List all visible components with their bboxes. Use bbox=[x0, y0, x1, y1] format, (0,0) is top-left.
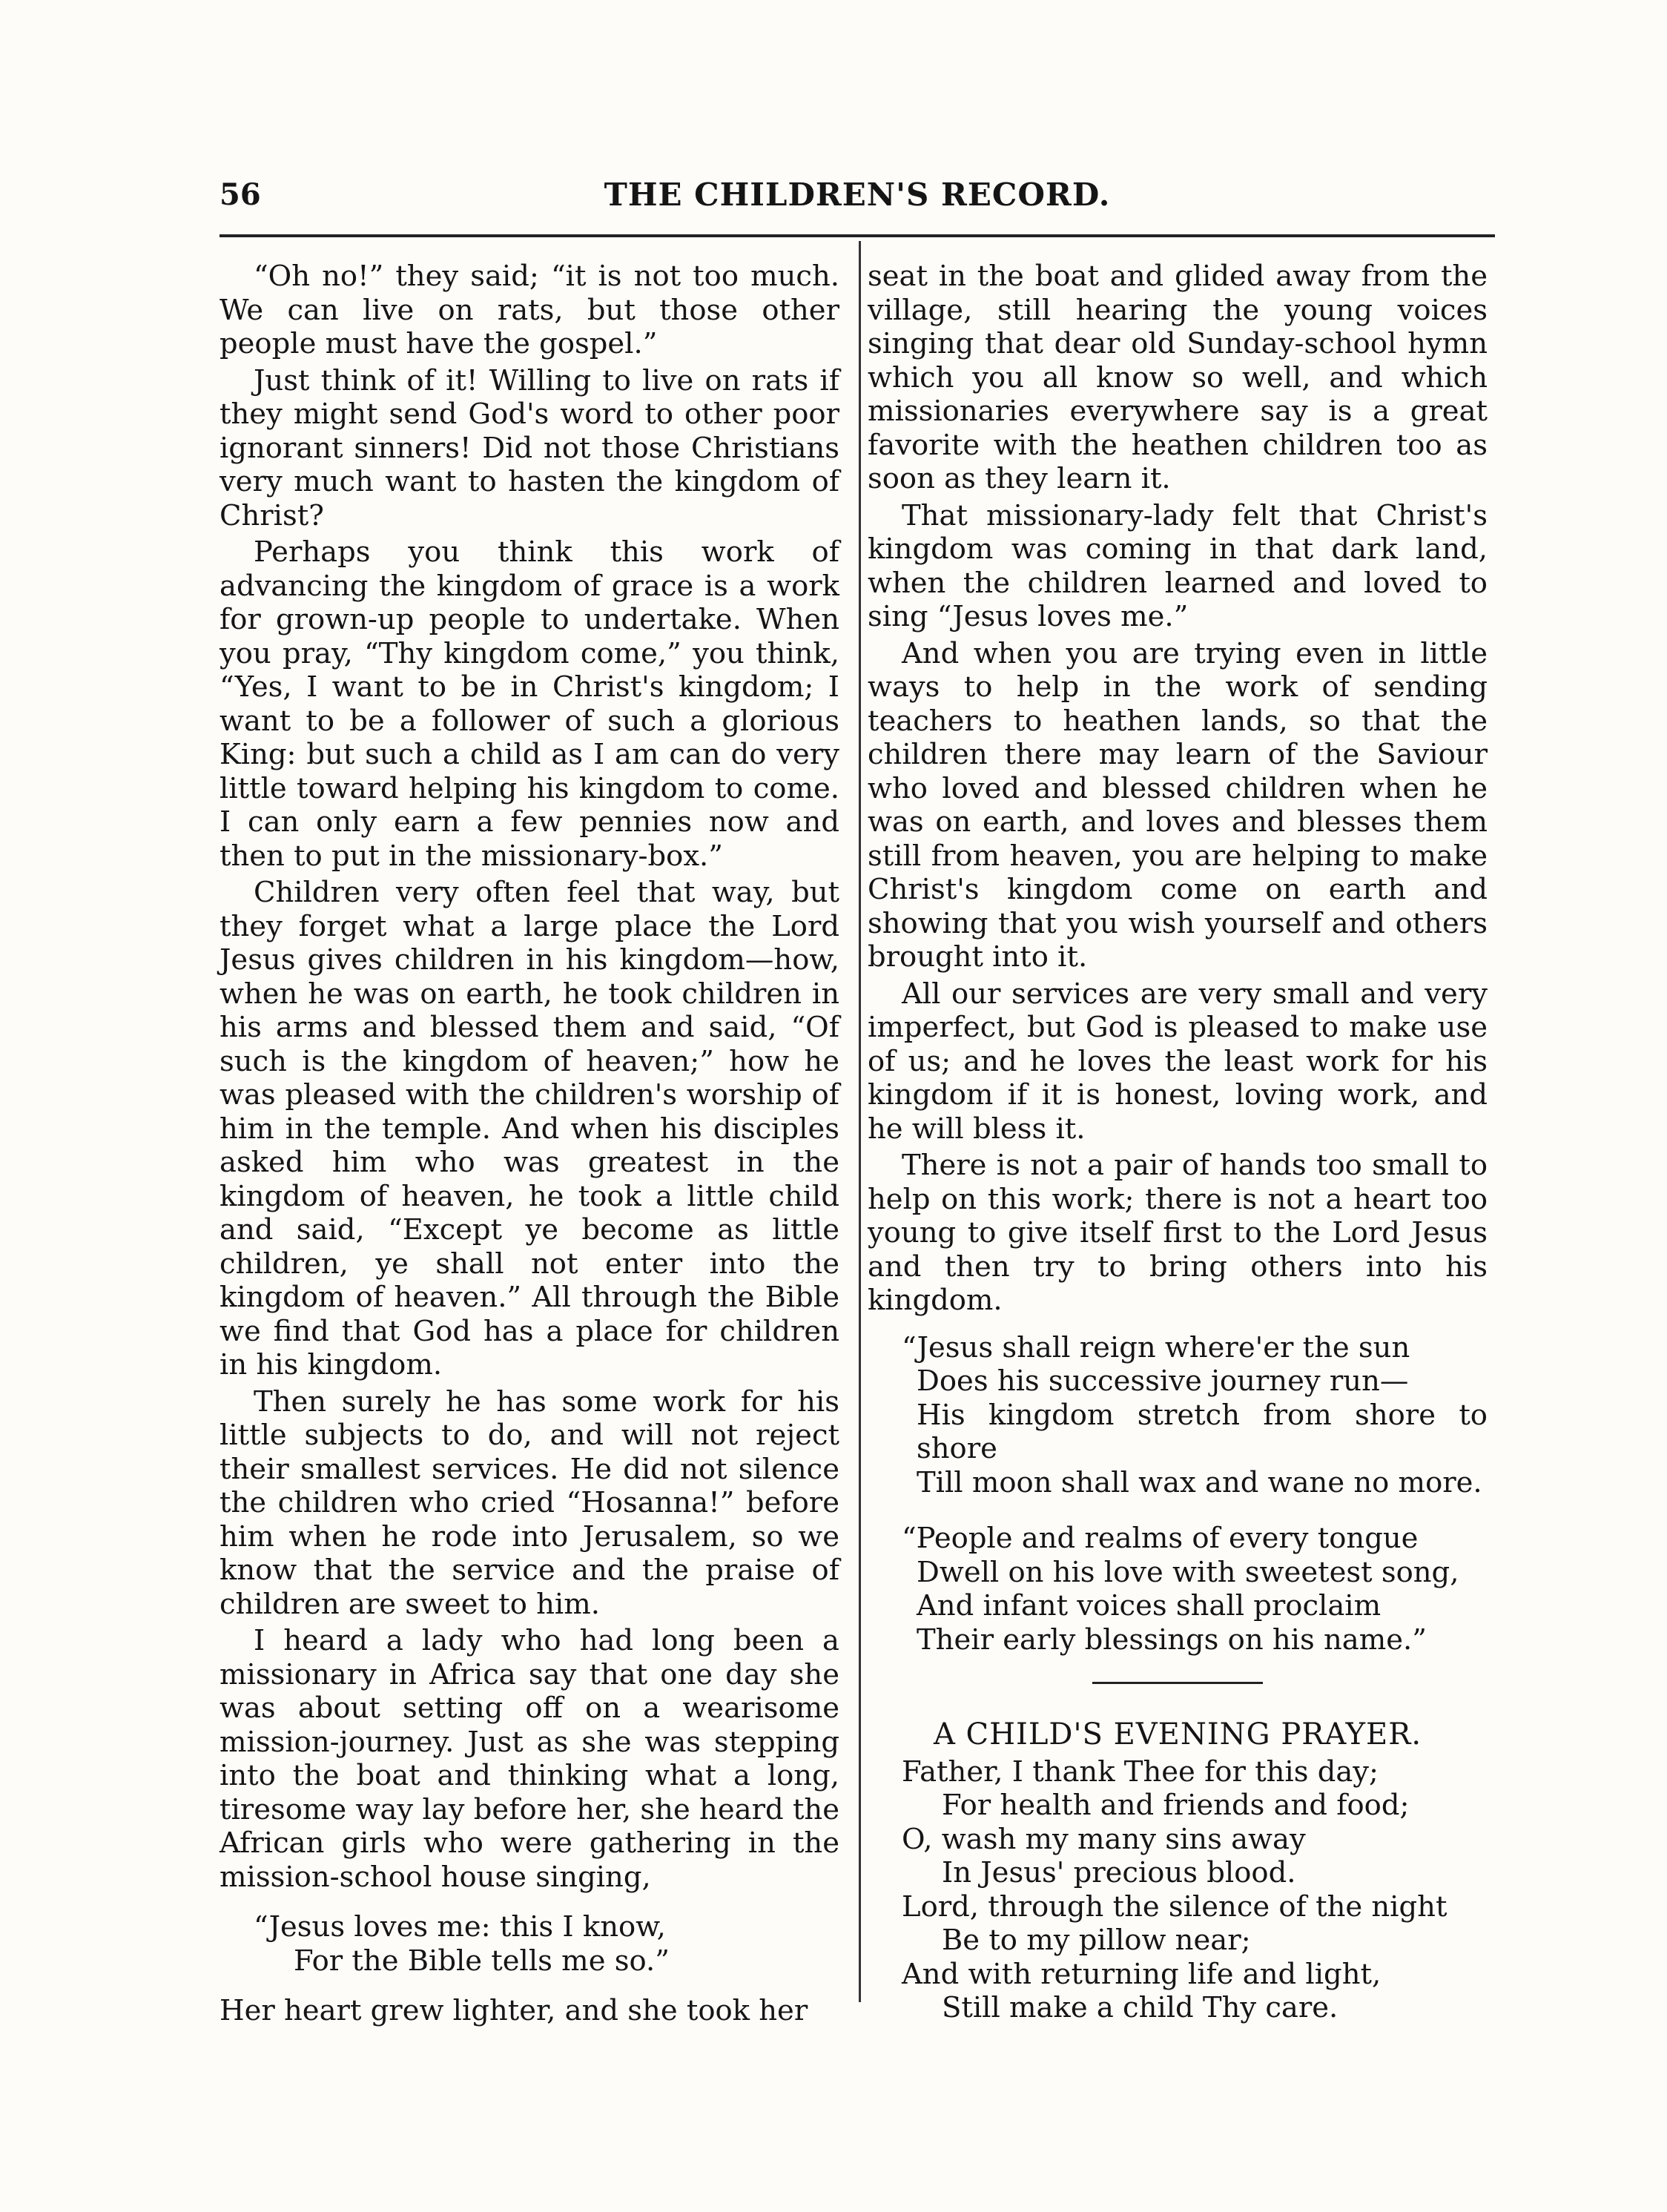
verse-line: For health and friends and food; bbox=[942, 1789, 1410, 1822]
paragraph: Just think of it! Willing to live on rats if they might send God's word to other poor ignorant sinners! Did not those Christians very much want to hasten the kingdom of Christ? bbox=[219, 363, 839, 532]
paragraph: Then surely he has some work for his little subjects to do, and will not reject their smallest services. He did not silence the children who cried “Hosanna!” before him when he rode into Jerusalem, so we know that the service and the praise of children are sweet to him. bbox=[219, 1384, 839, 1621]
section-rule bbox=[1092, 1682, 1263, 1684]
page-number: 56 bbox=[219, 177, 261, 212]
verse-line: “People and realms of every tongue bbox=[902, 1522, 1419, 1555]
verse-line: “Jesus loves me: this I know, bbox=[254, 1910, 666, 1944]
verse-line: Father, I thank Thee for this day; bbox=[902, 1754, 1379, 1789]
hymn-quote bbox=[219, 1910, 839, 1978]
verse-line: “Jesus shall reign where'er the sun bbox=[902, 1330, 1410, 1364]
verse-line: His kingdom stretch from shore to shore bbox=[917, 1398, 1488, 1465]
paragraph: “Oh no!” they said; “it is not too much. We can live on rats, but those other people must have the gospel.” bbox=[219, 260, 839, 360]
verse-line: Does his successive journey run— bbox=[917, 1364, 1409, 1398]
verse-line: Till moon shall wax and wane no more. bbox=[917, 1465, 1482, 1499]
hymn-stanza-1 bbox=[868, 1331, 1488, 1500]
verse-line: O, wash my many sins away bbox=[902, 1822, 1306, 1856]
verse-line: Still make a child Thy care. bbox=[942, 1991, 1338, 2024]
verse-line: And infant voices shall proclaim bbox=[917, 1589, 1382, 1622]
verse-line: Lord, through the silence of the night bbox=[902, 1889, 1448, 1924]
verse-line: Dwell on his love with sweetest song, bbox=[917, 1555, 1459, 1589]
verse-line: Their early blessings on his name.” bbox=[917, 1622, 1427, 1657]
hymn-stanza-2 bbox=[868, 1522, 1488, 1657]
header-rule bbox=[219, 234, 1495, 237]
running-title: THE CHILDREN'S RECORD. bbox=[604, 176, 1111, 213]
verse-line: In Jesus' precious blood. bbox=[942, 1856, 1296, 1889]
paragraph: seat in the boat and glided away from the village, still hearing the young voices singing that dear old Sunday-school hymn which you all know so well, and which missionaries everywhere say is a great favorite with the heathen children too as soon as they learn it. bbox=[868, 260, 1488, 495]
verse-line: Be to my pillow near; bbox=[942, 1924, 1251, 1957]
paragraph: Perhaps you think this work of advancing the kingdom of grace is a work for grown-up people to undertake. When you pray, “Thy kingdom come,” you think, “Yes, I want to be in Christ's kingdom; I want to be a follower of such a glorious King: but such a child as I am can do very little toward helping his kingdom to come. I can only earn a few pennies now and then to put in the missionary-box.” bbox=[219, 535, 839, 873]
paragraph: Her heart grew lighter, and she took her bbox=[219, 1994, 808, 2027]
column-divider bbox=[859, 241, 861, 2002]
right-column bbox=[868, 260, 1488, 2025]
paragraph: And when you are trying even in little ways to help in the work of sending teachers to heathen lands, so that the children there may learn of the Saviour who loved and blessed children when he was on earth, and loves and blesses them still from heaven, you are helping to make Christ's kingdom come on earth and showing that you wish yourself and others brought into it. bbox=[868, 636, 1488, 974]
prayer-poem bbox=[868, 1755, 1488, 2025]
left-column bbox=[219, 260, 839, 2028]
paragraph: All our services are very small and very imperfect, but God is pleased to make use of us; and he loves the least work for his kingdom if it is honest, loving work, and he will bless it. bbox=[868, 977, 1488, 1146]
paragraph: There is not a pair of hands too small to help on this work; there is not a heart too young to give itself first to the Lord Jesus and then try to bring others into his kingdom. bbox=[868, 1149, 1488, 1317]
paragraph: I heard a lady who had long been a missionary in Africa say that one day she was about setting off on a wearisome mission-journey. Just as she was stepping into the boat and thinking what a long, tiresome way lay before her, she heard the African girls who were gathering in the mission-school house singing, bbox=[219, 1624, 839, 1894]
paragraph: Children very often feel that way, but they forget what a large place the Lord Jesus gives children in his kingdom—how, when he was on earth, he took children in his arms and blessed them and said, “Of such is the kingdom of heaven;” how he was pleased with the children's worship of him in the temple. And when his disciples asked him who was greatest in the kingdom of heaven, he took a little child and said, “Except ye become as little children, ye shall not enter into the kingdom of heaven.” All through the Bible we find that God has a place for children in his kingdom. bbox=[219, 876, 839, 1381]
paragraph: That missionary-lady felt that Christ's kingdom was coming in that dark land, when the children learned and loved to sing “Jesus loves me.” bbox=[868, 498, 1488, 633]
prayer-title: A CHILD'S EVENING PRAYER. bbox=[933, 1717, 1422, 1752]
verse-line: For the Bible tells me so.” bbox=[294, 1944, 670, 1978]
page-header bbox=[219, 169, 1495, 221]
verse-line: And with returning life and light, bbox=[902, 1957, 1382, 1991]
